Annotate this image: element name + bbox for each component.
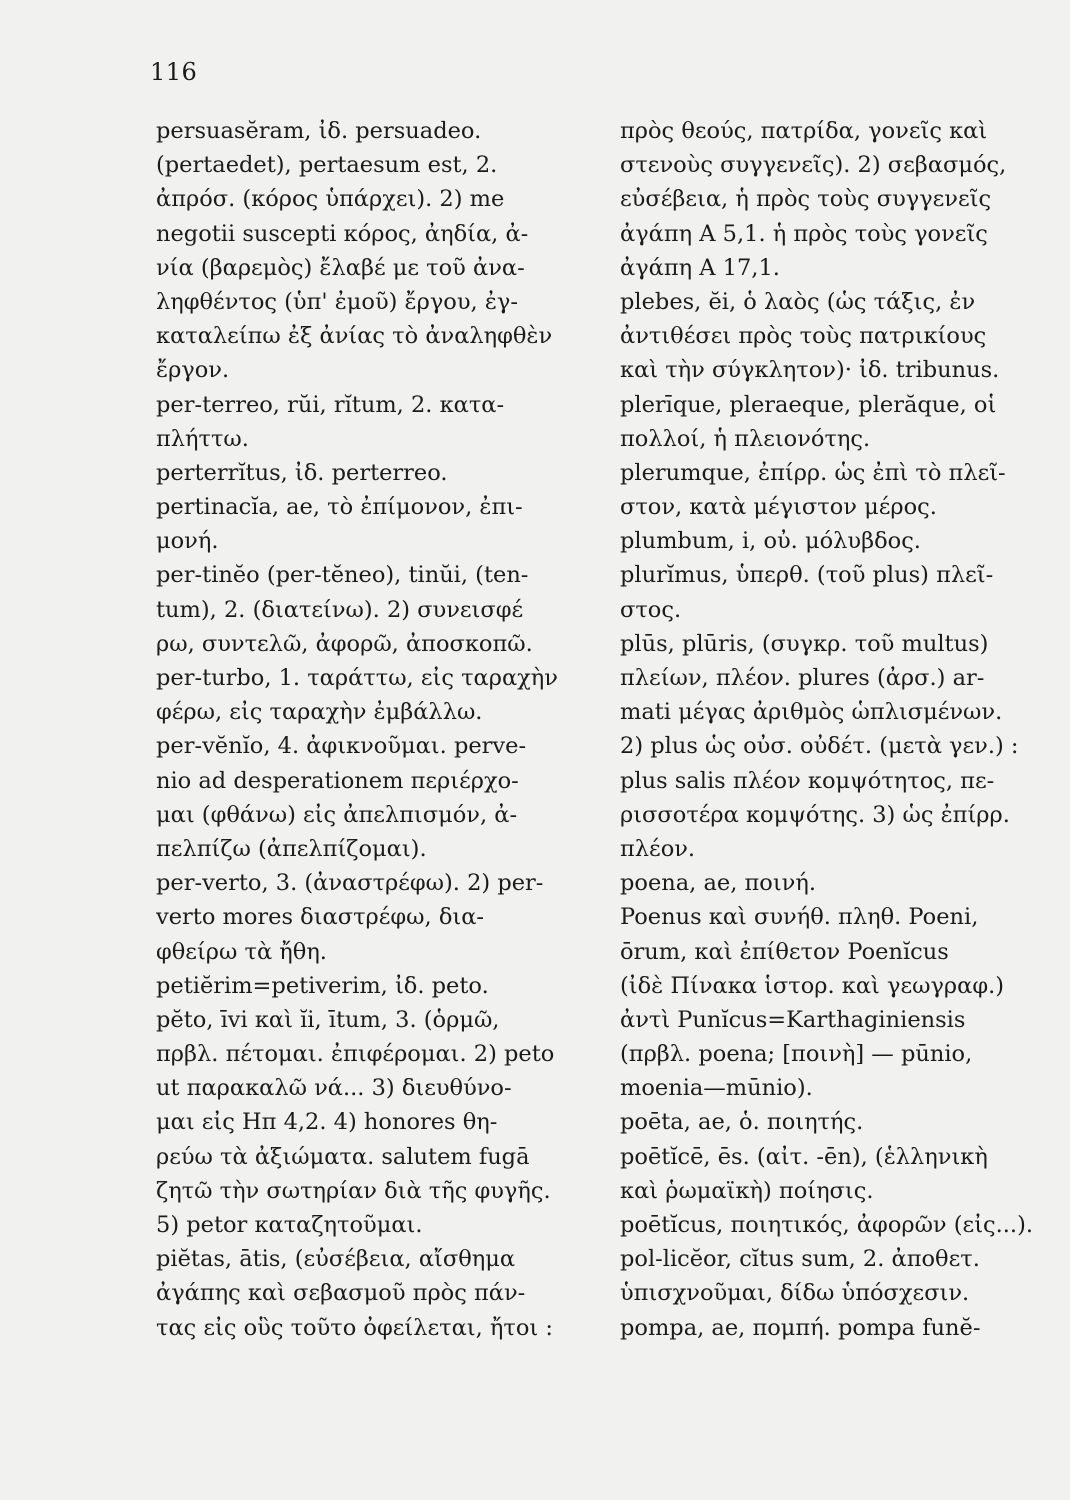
left-column-line: per-tinĕo (per-tĕneo), tinŭi, (ten- xyxy=(156,562,529,589)
left-column-line: πλήττω. xyxy=(156,425,249,452)
right-column xyxy=(620,114,1052,1345)
left-column-line: ρω, συντελῶ, ἀφορῶ, ἀποσκοπῶ. xyxy=(156,630,533,657)
right-column-line: ἀντιθέσει πρὸς τοὺς πατρικίους xyxy=(620,323,987,350)
right-column-line: poētĭcus, ποιητικός, ἀφορῶν (εἰς...). xyxy=(620,1212,1034,1238)
right-column-line: pol-licĕor, cĭtus sum, 2. ἀποθετ. xyxy=(620,1246,980,1273)
right-column-line: plerīque, pleraeque, plerăque, οἱ xyxy=(620,391,997,418)
right-column-line: στενοὺς συγγενεῖς). 2) σεβασμός, xyxy=(620,152,1007,179)
left-column-line: ut παρακαλῶ νά... 3) διευθύνο- xyxy=(156,1075,512,1102)
left-column-line: 5) petor καταζητοῦμαι. xyxy=(156,1212,423,1238)
right-column-line: στον, κατὰ μέγιστον μέρος. xyxy=(620,494,937,521)
left-column-line: καταλείπω ἐξ ἀνίας τὸ ἀναληφθὲν xyxy=(156,323,553,350)
left-column-line: negotii suscepti κόρος, ἀηδία, ἀ- xyxy=(156,220,529,247)
right-column-line: plerumque, ἐπίρρ. ὡς ἐπὶ τὸ πλεῖ- xyxy=(620,459,1006,486)
right-column-line: ἀντὶ Punĭcus=Karthaginiensis xyxy=(620,1006,966,1033)
left-column-line: ληφθέντος (ὑπ' ἐμοῦ) ἔργου, ἐγ- xyxy=(156,288,518,315)
right-column-line: εὐσέβεια, ἡ πρὸς τοὺς συγγενεῖς xyxy=(620,186,992,213)
right-column-line: πλέον. xyxy=(620,835,696,862)
right-column-line: Poenus καὶ συνήθ. πληθ. Poeni, xyxy=(620,904,979,931)
right-column-line: pompa, ae, πομπή. pompa funĕ- xyxy=(620,1314,981,1341)
left-column-line: τας εἰς οὓς τοῦτο ὀφείλεται, ἤτοι : xyxy=(156,1314,553,1341)
left-column-line: μονή. xyxy=(156,528,219,555)
right-column-line: ōrum, καὶ ἐπίθετον Poenĭcus xyxy=(620,938,949,965)
right-column-line: plebes, ĕi, ὁ λαὸς (ὡς τάξις, ἐν xyxy=(620,288,976,315)
right-column-line: 2) plus ὡς οὐσ. οὐδέτ. (μετὰ γεν.) : xyxy=(620,733,1019,760)
left-column-line: verto mores διαστρέφω, δια- xyxy=(156,904,484,931)
right-column-line: moenia—mūnio). xyxy=(620,1075,813,1102)
left-column-line: ἀγάπης καὶ σεβασμοῦ πρὸς πάν- xyxy=(156,1280,526,1307)
left-column-line: per-vĕnĭo, 4. ἀφικνοῦμαι. perve- xyxy=(156,733,527,760)
right-column-line: ὑπισχνοῦμαι, δίδω ὑπόσχεσιν. xyxy=(620,1280,970,1307)
left-column-line: per-terreo, rŭi, rĭtum, 2. κατα- xyxy=(156,391,505,418)
left-column-line: nio ad desperationem περιέρχο- xyxy=(156,767,519,794)
right-column-line: πολλοί, ἡ πλειονότης. xyxy=(620,425,871,452)
right-column-line: mati μέγας ἀριθμὸς ὡπλισμένων. xyxy=(620,699,1003,726)
left-column-line: perterrĭtus, ἰδ. perterreo. xyxy=(156,459,448,486)
right-column-line: plūs, plūris, (συγκρ. τοῦ multus) xyxy=(620,630,989,657)
right-column-line: καὶ ῥωμαϊκὴ) ποίησις. xyxy=(620,1177,874,1204)
left-column-line: per-turbo, 1. ταράττω, εἰς ταραχὴν xyxy=(156,665,558,691)
paper-mark xyxy=(1010,6,1040,24)
left-column-line: pĕto, īvi καὶ ĭi, ītum, 3. (ὁρμῶ, xyxy=(156,1006,500,1033)
right-column-line: ρισσοτέρα κομψότης. 3) ὡς ἐπίρρ. xyxy=(620,801,1010,828)
right-column-line: plurĭmus, ὑπερθ. (τοῦ plus) πλεῖ- xyxy=(620,562,994,589)
page-number: 116 xyxy=(150,58,198,86)
left-column-line: ἀπρόσ. (κόρος ὑπάρχει). 2) me xyxy=(156,186,505,213)
left-column-line: φέρω, εἰς ταραχὴν ἐμβάλλω. xyxy=(156,699,483,726)
left-column xyxy=(156,114,588,1345)
right-column-line: ἀγάπη Α 5,1. ἡ πρὸς τοὺς γονεῖς xyxy=(620,220,988,247)
right-column-line: πλείων, πλέον. plures (ἀρσ.) ar- xyxy=(620,665,985,691)
left-column-line: μαι (φθάνω) εἰς ἀπελπισμόν, ἀ- xyxy=(156,801,518,828)
left-column-line: νία (βαρεμὸς) ἔλαβέ με τοῦ ἀνα- xyxy=(156,254,525,281)
left-column-line: ζητῶ τὴν σωτηρίαν διὰ τῆς φυγῆς. xyxy=(156,1177,551,1204)
left-column-line: πελπίζω (ἀπελπίζομαι). xyxy=(156,835,427,862)
right-column-line: πρὸς θεούς, πατρίδα, γονεῖς καὶ xyxy=(620,118,988,144)
right-column-line: (πρβλ. poena; [ποινὴ] — pūnio, xyxy=(620,1041,973,1068)
right-column-line: poēta, ae, ὁ. ποιητής. xyxy=(620,1109,864,1136)
right-column-line: plus salis πλέον κομψότητος, πε- xyxy=(620,767,995,794)
left-column-line: ἔργον. xyxy=(156,357,230,384)
right-column-line: plumbum, i, οὐ. μόλυβδος. xyxy=(620,528,921,555)
left-column-line: piĕtas, ātis, (εὐσέβεια, αἴσθημα xyxy=(156,1246,516,1273)
left-column-line: φθείρω τὰ ἤθη. xyxy=(156,938,327,965)
right-column-line: (ἰδὲ Πίνακα ἱστορ. καὶ γεωγραφ.) xyxy=(620,972,1005,999)
left-column-line: tum), 2. (διατείνω). 2) συνεισφέ xyxy=(156,596,524,623)
right-column-line: poētĭcē, ēs. (αἰτ. -ēn), (ἑλληνικὴ xyxy=(620,1143,988,1170)
left-column-line: per-verto, 3. (ἀναστρέφω). 2) per- xyxy=(156,870,544,897)
right-column-line: ἀγάπη Α 17,1. xyxy=(620,254,780,281)
left-column-line: ρεύω τὰ ἀξιώματα. salutem fugā xyxy=(156,1143,530,1170)
right-column-line: καὶ τὴν σύγκλητον)· ἰδ. tribunus. xyxy=(620,357,1000,384)
left-column-line: pertinacĭa, ae, τὸ ἐπίμονον, ἐπι- xyxy=(156,494,523,521)
left-column-line: (pertaedet), pertaesum est, 2. xyxy=(156,152,498,179)
left-column-line: persuasĕram, ἰδ. persuadeo. xyxy=(156,118,482,144)
right-column-line: στος. xyxy=(620,596,682,623)
right-column-line: poena, ae, ποινή. xyxy=(620,870,816,897)
left-column-line: μαι εἰς Ηπ 4,2. 4) honores θη- xyxy=(156,1109,498,1136)
left-column-line: πρβλ. πέτομαι. ἐπιφέρομαι. 2) peto xyxy=(156,1041,555,1068)
left-column-line: petiĕrim=petiverim, ἰδ. peto. xyxy=(156,972,489,999)
